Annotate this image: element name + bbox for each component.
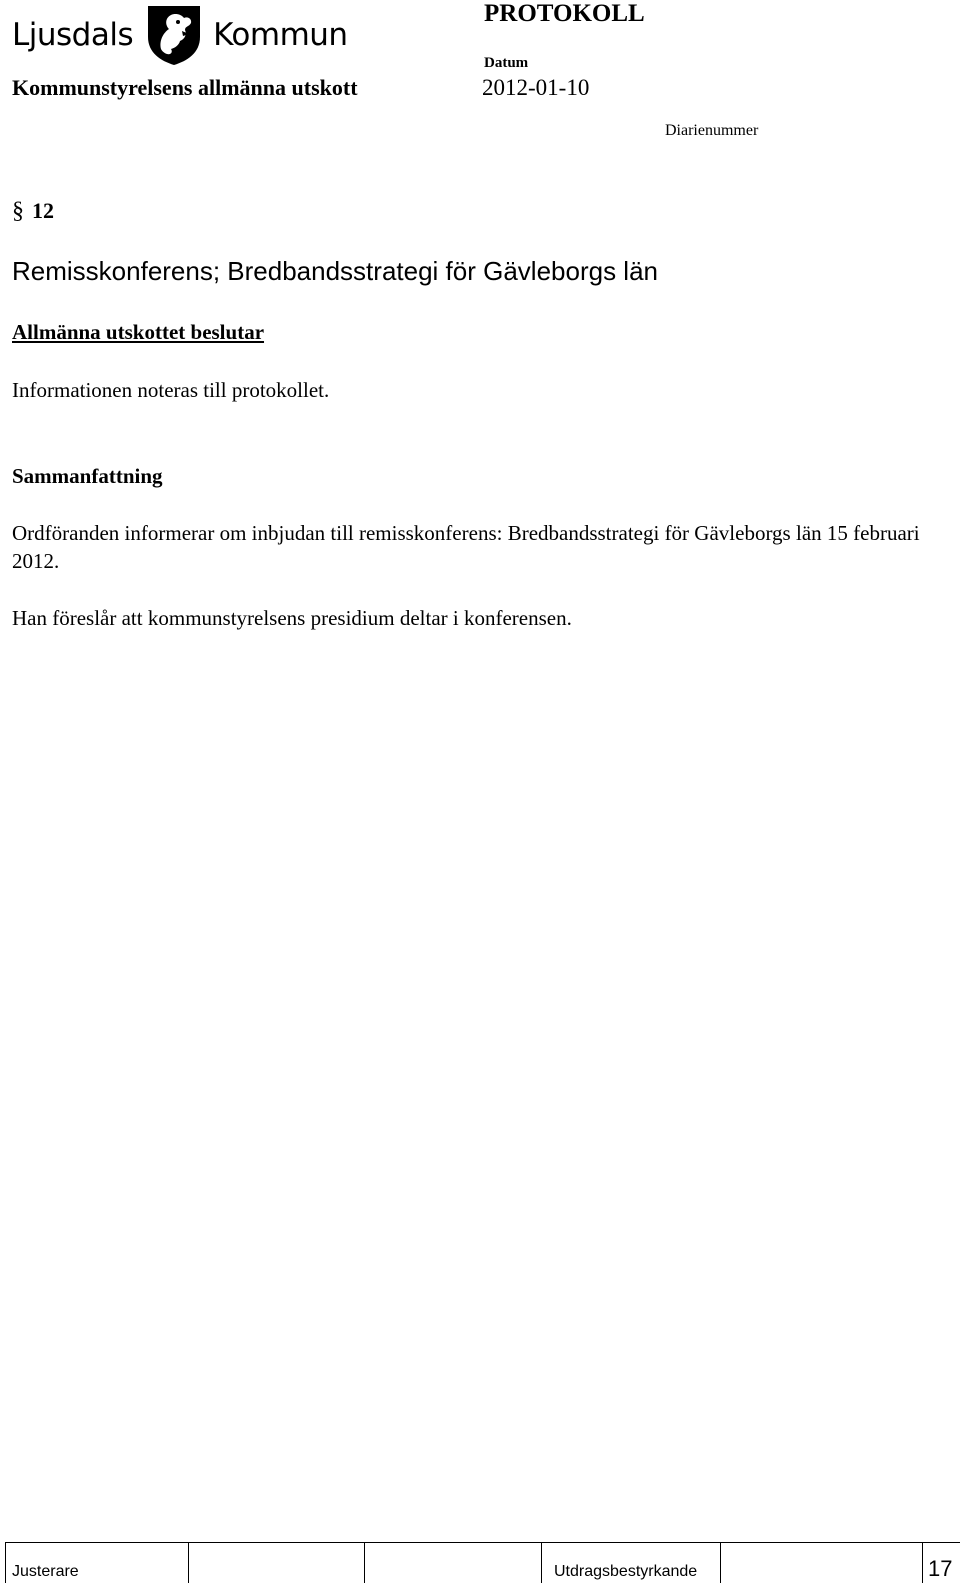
date-value: 2012-01-10 [482, 75, 590, 100]
footer-divider [541, 1542, 542, 1583]
footer-divider [922, 1542, 923, 1583]
item-title: Remisskonferens; Bredbandsstrategi för Gävleborgs län [12, 256, 658, 286]
summary-paragraph-1: Ordföranden informerar om inbjudan till remisskonferens: Bredbandsstrategi för Gävleborgs län 15 februari 2012. [12, 521, 920, 573]
organization-name: Kommunstyrelsens allmänna utskott [12, 75, 358, 100]
footer-divider [364, 1542, 365, 1583]
footer-divider [188, 1542, 189, 1583]
coat-of-arms-icon [145, 3, 203, 67]
decision-text: Informationen noteras till protokollet. [12, 378, 330, 402]
section-number [12, 198, 54, 225]
section-number-value: 12 [32, 198, 54, 223]
logo-word-left: Ljusdals [12, 16, 134, 53]
footer-rule [5, 1542, 960, 1543]
justerare-label: Justerare [12, 1563, 79, 1580]
footer-divider [5, 1542, 6, 1583]
summary-heading: Sammanfattning [12, 464, 163, 488]
date-label: Datum [484, 55, 529, 71]
document-type: PROTOKOLL [484, 0, 645, 27]
utdragsbestyrkande-label: Utdragsbestyrkande [554, 1563, 698, 1580]
summary-paragraph-2: Han föreslår att kommunstyrelsens presidium deltar i konferensen. [12, 606, 572, 630]
footer-divider [720, 1542, 721, 1583]
logo-word-right: Kommun [213, 16, 348, 53]
page-number: 17 [928, 1556, 953, 1581]
section-sign: § [12, 198, 24, 224]
municipality-logo [12, 2, 348, 68]
registry-number-label: Diarienummer [665, 122, 759, 139]
decision-heading: Allmänna utskottet beslutar [12, 320, 265, 344]
